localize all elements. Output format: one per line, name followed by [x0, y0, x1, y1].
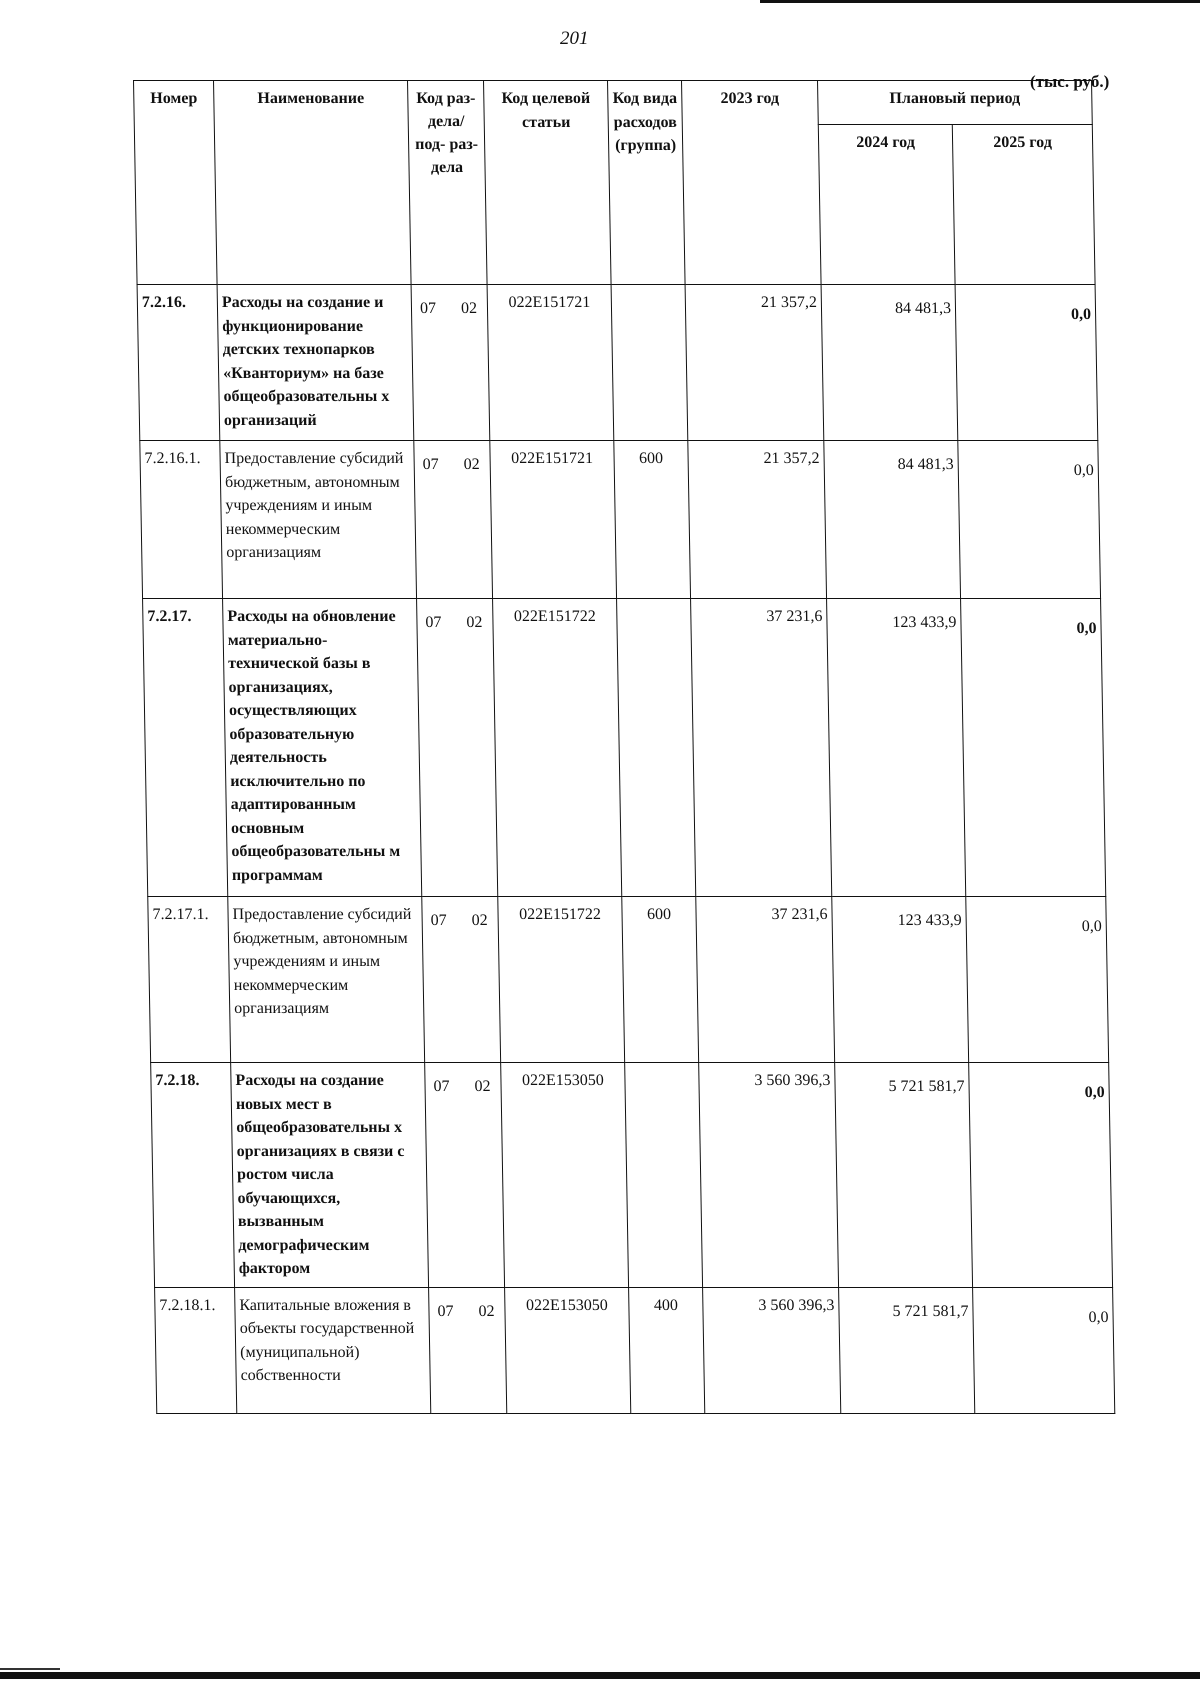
- row-target: 022Е151722: [498, 897, 625, 1063]
- row-name: Предоставление субсидий бюджетным, автономным учреждениям и иным некоммерческим организациям: [220, 441, 417, 599]
- row-2023: 37 231,6: [691, 599, 832, 897]
- row-razdel: [417, 599, 498, 897]
- row-pr: 02: [466, 614, 483, 631]
- table-row: [137, 285, 1098, 441]
- header-2025: 2025 год: [952, 125, 1095, 285]
- row-rz: 07: [419, 300, 437, 317]
- row-name: Расходы на создание и функционирование детских технопарков «Кванториум» на базе общеобразовательны х организаций: [217, 285, 414, 441]
- row-2025: 0,0: [958, 441, 1101, 599]
- row-name: Предоставление субсидий бюджетным, автономным учреждениям и иным некоммерческим организациям: [228, 897, 425, 1063]
- row-rz: 07: [430, 912, 447, 929]
- budget-table: [133, 80, 1115, 1414]
- row-target: 022Е151721: [487, 285, 614, 441]
- units-label: (тыс. руб.): [1030, 72, 1110, 91]
- table-row: [140, 441, 1101, 599]
- header-name: Наименование: [214, 81, 412, 285]
- row-type: 600: [614, 441, 691, 599]
- row-2024: 5 721 581,7: [839, 1287, 975, 1413]
- row-2023: 3 560 396,3: [699, 1063, 839, 1288]
- row-2025: 0,0: [961, 599, 1106, 897]
- row-number: 7.2.17.1.: [148, 897, 231, 1063]
- row-razdel: [429, 1287, 507, 1413]
- row-type: [625, 1063, 703, 1288]
- row-pr: 02: [463, 456, 480, 473]
- bottom-scan-line: [0, 1672, 1200, 1679]
- row-name: Расходы на обновление материально-технической базы в организациях, осуществляющих образовательную деятельность исключительно по адаптированным основным общеобразовательны м программам: [223, 599, 422, 897]
- row-razdel: [414, 441, 493, 599]
- header-target: Код целевой статьи: [484, 81, 612, 285]
- row-target: 022Е153050: [505, 1287, 631, 1413]
- row-rz: 07: [422, 456, 439, 473]
- header-2023: 2023 год: [682, 81, 822, 285]
- row-type: [617, 599, 696, 897]
- row-2025: 0,0: [955, 285, 1098, 441]
- table-header: [134, 81, 1096, 285]
- row-pr: 02: [471, 912, 488, 929]
- header-expense-type: Код вида расходов (группа): [608, 81, 686, 285]
- header-planned-period: Плановый период: [818, 81, 1093, 125]
- row-2023: 37 231,6: [696, 897, 835, 1063]
- row-razdel: [422, 897, 501, 1063]
- row-rz: 07: [425, 614, 442, 631]
- row-2023: 21 357,2: [688, 441, 827, 599]
- row-pr: 02: [460, 300, 478, 317]
- top-border-line: [760, 0, 1200, 3]
- row-2024: 84 481,3: [821, 285, 958, 441]
- row-rz: 07: [433, 1078, 450, 1095]
- table-row: [151, 1063, 1113, 1288]
- row-target: 022Е153050: [501, 1063, 629, 1288]
- row-type: [611, 285, 688, 441]
- table-body: [137, 285, 1115, 1414]
- row-razdel: [425, 1063, 505, 1288]
- row-rz: 07: [437, 1302, 454, 1320]
- row-2023: 3 560 396,3: [703, 1287, 841, 1413]
- row-2024: 5 721 581,7: [835, 1063, 973, 1288]
- row-razdel: [411, 285, 490, 441]
- table-row: [143, 599, 1106, 897]
- row-number: 7.2.18.1.: [155, 1287, 237, 1413]
- row-number: 7.2.16.1.: [140, 441, 223, 599]
- row-target: 022Е151721: [490, 441, 617, 599]
- header-2024: 2024 год: [818, 125, 955, 285]
- row-2025: 0,0: [966, 897, 1109, 1063]
- row-number: 7.2.17.: [143, 599, 228, 897]
- row-2025: 0,0: [973, 1287, 1115, 1413]
- row-2024: 123 433,9: [832, 897, 969, 1063]
- row-pr: 02: [478, 1302, 495, 1320]
- row-2023: 21 357,2: [685, 285, 824, 441]
- header-razdel: Код раз- дела/ под- раз- дела: [408, 81, 488, 285]
- row-target: 022Е151722: [493, 599, 622, 897]
- row-2024: 123 433,9: [827, 599, 966, 897]
- table-row: [148, 897, 1109, 1063]
- row-pr: 02: [474, 1078, 491, 1095]
- row-type: 600: [622, 897, 699, 1063]
- bottom-scan-line-thin: [0, 1668, 60, 1670]
- row-number: 7.2.18.: [151, 1063, 235, 1288]
- row-name: Капитальные вложения в объекты государственной (муниципальной) собственности: [235, 1287, 431, 1413]
- row-type: 400: [629, 1287, 705, 1413]
- row-2024: 84 481,3: [824, 441, 961, 599]
- row-name: Расходы на создание новых мест в общеобразовательны х организациях в связи с ростом числа обучающихся, вызванным демографическим фактором: [231, 1063, 429, 1288]
- row-2025: 0,0: [969, 1063, 1113, 1288]
- table-row: [155, 1287, 1115, 1413]
- header-number: Номер: [134, 81, 218, 285]
- row-number: 7.2.16.: [137, 285, 220, 441]
- page-number: 201: [560, 28, 589, 49]
